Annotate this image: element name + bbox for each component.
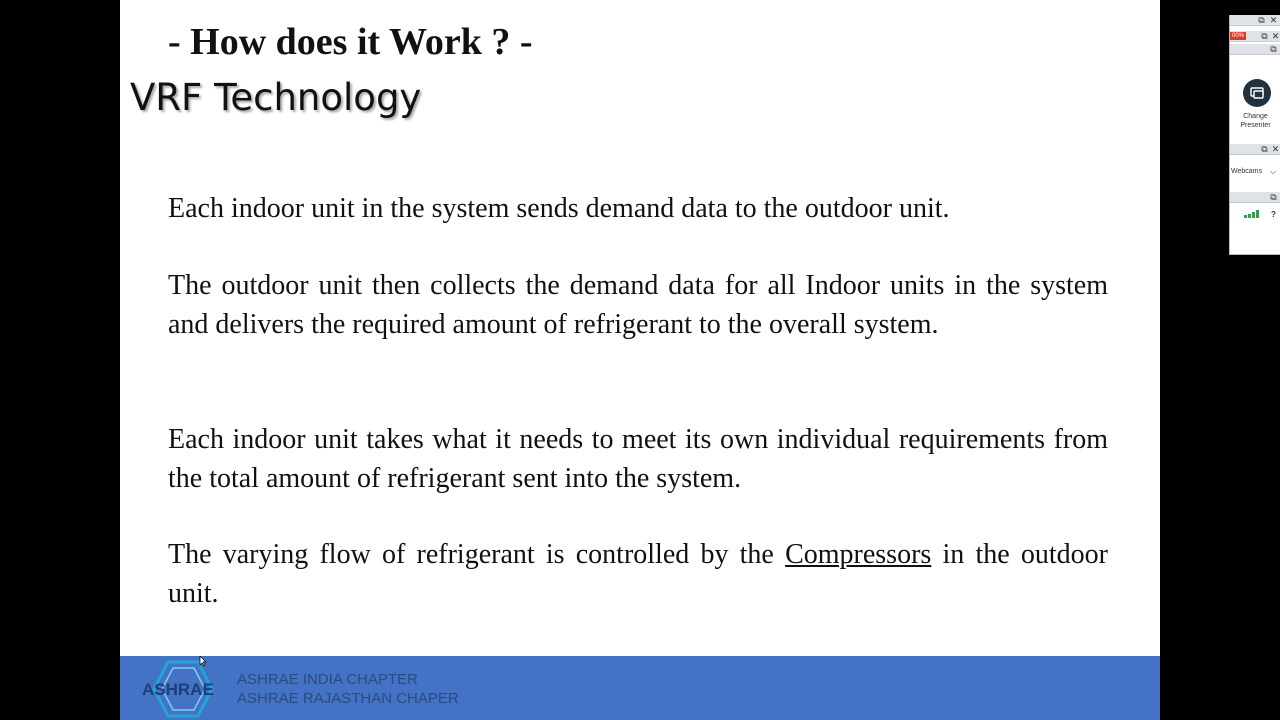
webcams-dropdown[interactable] [1230,165,1280,179]
help-button[interactable]: ? [1271,210,1276,219]
panel-titlebar-3 [1230,44,1280,55]
restore-icon[interactable]: ⧉ [1258,15,1265,25]
close-icon[interactable]: ✕ [1269,15,1278,25]
panel-titlebar-5 [1230,192,1280,203]
paragraph-1: Each indoor unit in the system sends demand data to the outdoor unit. [168,193,950,224]
chevron-down-icon: ⌵ [1270,167,1277,176]
paragraph-4-lead: The varying flow of refrigerant is controlled by the [168,539,786,570]
change-presenter-label-line1[interactable]: Change [1243,113,1268,120]
paragraph-4-tail: in the outdoor unit. [168,539,1109,609]
panel-titlebar-4 [1230,144,1280,155]
panel-titlebar-2 [1230,31,1280,42]
paragraph-2: The outdoor unit then collects the demand data for all Indoor units in the system and delivers the required amount of refrigerant to the overall system. [168,270,1108,340]
restore-icon[interactable]: ⧉ [1261,31,1268,41]
footer-lines [237,670,459,708]
ashrae-logo-icon [140,660,214,718]
paragraph-3: Each indoor unit takes what it needs to meet its own individual requirements from the total amount of refrigerant sent into the system. [168,424,1108,494]
webcams-label: Webcams [1231,168,1262,175]
slide-subtitle: - How does it Work ? - [168,21,533,63]
badge-text: 00% [1232,33,1245,39]
compressors-link[interactable]: Compressors [785,539,932,570]
close-icon[interactable]: ✕ [1271,144,1280,154]
change-presenter-label-line2[interactable]: Presenter [1240,122,1271,129]
slide [120,0,1160,720]
presenter-screen-icon[interactable] [1243,79,1271,107]
mouse-cursor-icon [199,656,207,666]
slide-footer [120,656,1160,720]
footer-line-1: ASHRAE INDIA CHAPTER [237,671,418,688]
restore-icon[interactable]: ⧉ [1270,192,1277,202]
signal-bars-icon [1244,210,1260,218]
ashrae-logo-text: ASHRAE [142,680,214,699]
slide-title: VRF Technology [130,76,422,119]
paragraph-4 [168,536,1108,613]
restore-icon[interactable]: ⧉ [1270,44,1277,54]
panel-titlebar-1 [1230,15,1280,26]
restore-icon[interactable]: ⧉ [1261,144,1268,154]
close-icon[interactable]: ✕ [1271,31,1280,41]
footer-line-2: ASHRAE RAJASTHAN CHAPER [237,690,459,707]
webinar-side-panel [1229,15,1280,255]
